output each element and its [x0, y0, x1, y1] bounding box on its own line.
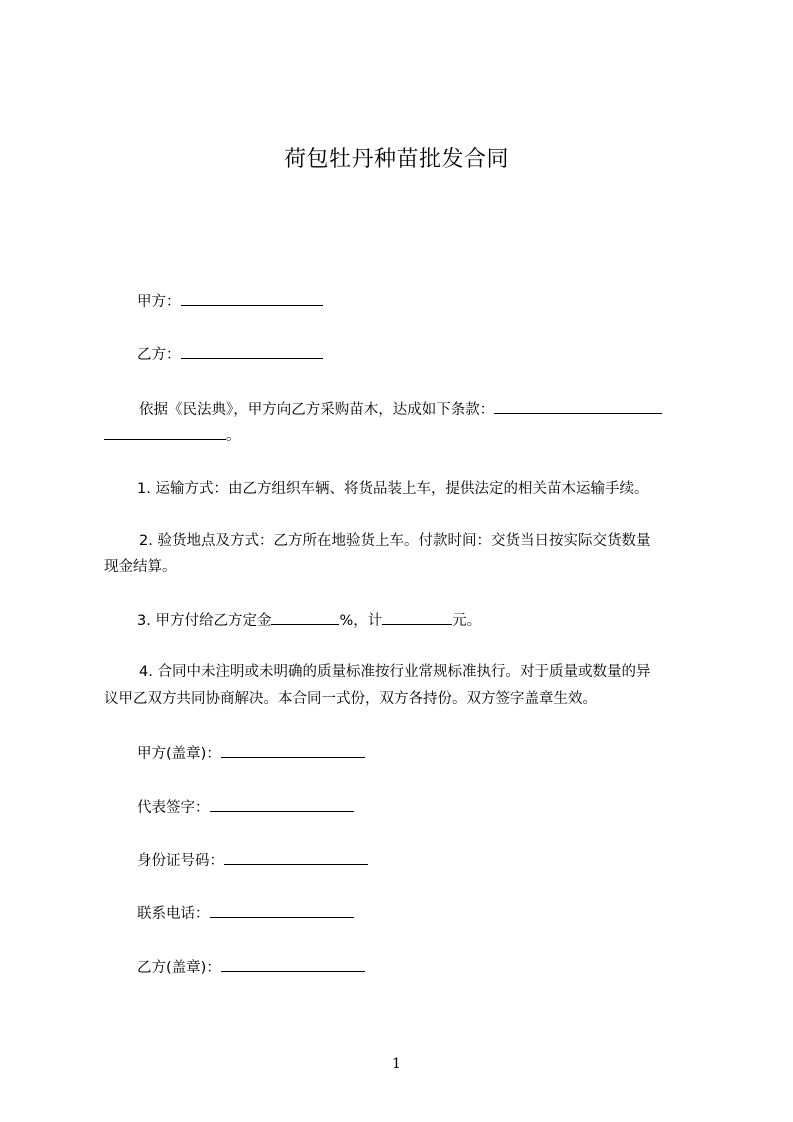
- sign-rep-line: [137, 797, 354, 818]
- clause-4-line-1: 4. 合同中未注明或未明确的质量标准按行业常规标准执行。对于质量或数量的异: [139, 664, 651, 680]
- party-b-line: [137, 344, 323, 365]
- sign-party-b-line: [137, 957, 365, 978]
- sign-rep-blank[interactable]: [210, 797, 354, 812]
- page-number: 1: [392, 1056, 401, 1072]
- sign-id-line: [137, 850, 368, 871]
- sign-party-a-label: 甲方(盖章)：: [137, 746, 221, 762]
- clause-2-line-2: 现金结算。: [104, 559, 177, 575]
- sign-phone-line: [137, 903, 354, 924]
- party-b-label: 乙方：: [137, 347, 181, 363]
- sign-party-b-blank[interactable]: [221, 957, 365, 972]
- intro-blank-2[interactable]: [104, 425, 226, 440]
- intro-line-1: [139, 399, 662, 420]
- sign-phone-label: 联系电话：: [137, 906, 210, 922]
- party-b-blank[interactable]: [181, 344, 323, 359]
- clause-1: 1. 运输方式：由乙方组织车辆、将货品装上车，提供法定的相关苗木运输手续。: [137, 481, 649, 497]
- sign-party-b-label: 乙方(盖章)：: [137, 960, 221, 976]
- sign-id-label: 身份证号码：: [137, 853, 224, 869]
- clause-3: [137, 610, 481, 631]
- deposit-amount-blank[interactable]: [382, 610, 452, 625]
- sign-party-a-blank[interactable]: [221, 743, 365, 758]
- intro-blank-1[interactable]: [494, 399, 662, 414]
- party-a-line: [137, 291, 323, 312]
- clause-2-line-1: 2. 验货地点及方式：乙方所在地验货上车。付款时间：交货当日按实际交货数量: [139, 533, 651, 549]
- clause-4-line-2: 议甲乙双方共同协商解决。本合同一式份，双方各持份。双方签字盖章生效。: [104, 691, 597, 707]
- party-a-label: 甲方：: [137, 294, 181, 310]
- sign-id-blank[interactable]: [224, 850, 368, 865]
- clause-3-suffix: 元。: [452, 613, 482, 629]
- clause-3-text: 3. 甲方付给乙方定金: [137, 613, 272, 629]
- sign-party-a-line: [137, 743, 365, 764]
- intro-suffix: 。: [226, 428, 241, 444]
- intro-text: 依据《民法典》，甲方向乙方采购苗木，达成如下条款：: [139, 402, 495, 418]
- deposit-percent-blank[interactable]: [271, 610, 339, 625]
- party-a-blank[interactable]: [181, 291, 323, 306]
- intro-line-2: [104, 425, 241, 446]
- clause-3-mid: %，计: [339, 613, 383, 629]
- sign-phone-blank[interactable]: [210, 903, 354, 918]
- sign-rep-label: 代表签字：: [137, 800, 210, 816]
- document-title: 荷包牡丹种苗批发合同: [283, 147, 509, 172]
